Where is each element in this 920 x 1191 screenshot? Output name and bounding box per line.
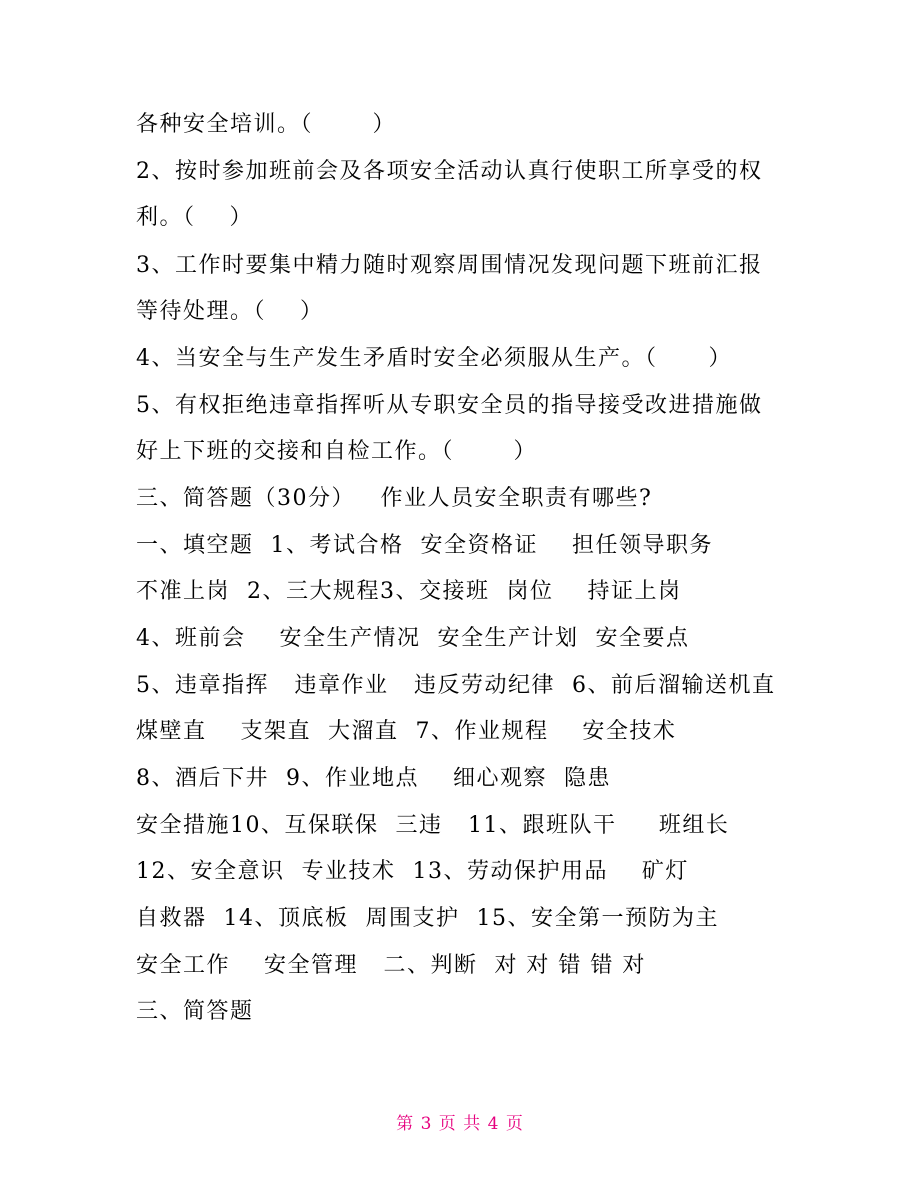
text-line-12: 4、班前会 安全生产情况 安全生产计划 安全要点 xyxy=(136,626,690,651)
text-line-5: 等待处理。（ ） xyxy=(136,299,324,324)
text-line-16: 安全措施10、互保联保 三违 11、跟班队干 班组长 xyxy=(136,813,730,838)
page-number-footer: 第 3 页 共 4 页 xyxy=(396,1114,524,1134)
text-line-14: 煤壁直 支架直 大溜直 7、作业规程 安全技术 xyxy=(136,719,677,744)
text-line-7: 5、有权拒绝违章指挥听从专职安全员的指导接受改进措施做 xyxy=(136,393,763,418)
text-line-9: 三、简答题（30分） 作业人员安全职责有哪些? xyxy=(136,486,653,511)
text-line-10: 一、填空题 1、考试合格 安全资格证 担任领导职务 xyxy=(136,533,713,558)
text-line-2: 2、按时参加班前会及各项安全活动认真行使职工所享受的权 xyxy=(136,159,763,184)
text-line-13: 5、违章指挥 违章作业 违反劳动纪律 6、前后溜输送机直 xyxy=(136,673,776,698)
text-line-17: 12、安全意识 专业技术 13、劳动保护用品 矿灯 xyxy=(136,859,689,884)
text-line-19: 安全工作 安全管理 二、判断 对 对 错 错 对 xyxy=(136,953,646,978)
text-line-11: 不准上岗 2、三大规程3、交接班 岗位 持证上岗 xyxy=(136,579,682,604)
text-line-8: 好上下班的交接和自检工作。（ ） xyxy=(136,439,537,464)
text-line-3: 利。（ ） xyxy=(136,205,253,230)
text-line-4: 3、工作时要集中精力随时观察周围情况发现问题下班前汇报 xyxy=(136,253,763,278)
text-line-15: 8、酒后下井 9、作业地点 细心观察 隐患 xyxy=(136,766,611,791)
text-line-6: 4、当安全与生产发生矛盾时安全必须服从生产。（ ） xyxy=(136,346,732,371)
text-line-18: 自救器 14、顶底板 周围支护 15、安全第一预防为主 xyxy=(136,906,719,931)
text-line-20: 三、简答题 xyxy=(136,999,254,1024)
text-line-1: 各种安全培训。（ ） xyxy=(136,112,396,137)
